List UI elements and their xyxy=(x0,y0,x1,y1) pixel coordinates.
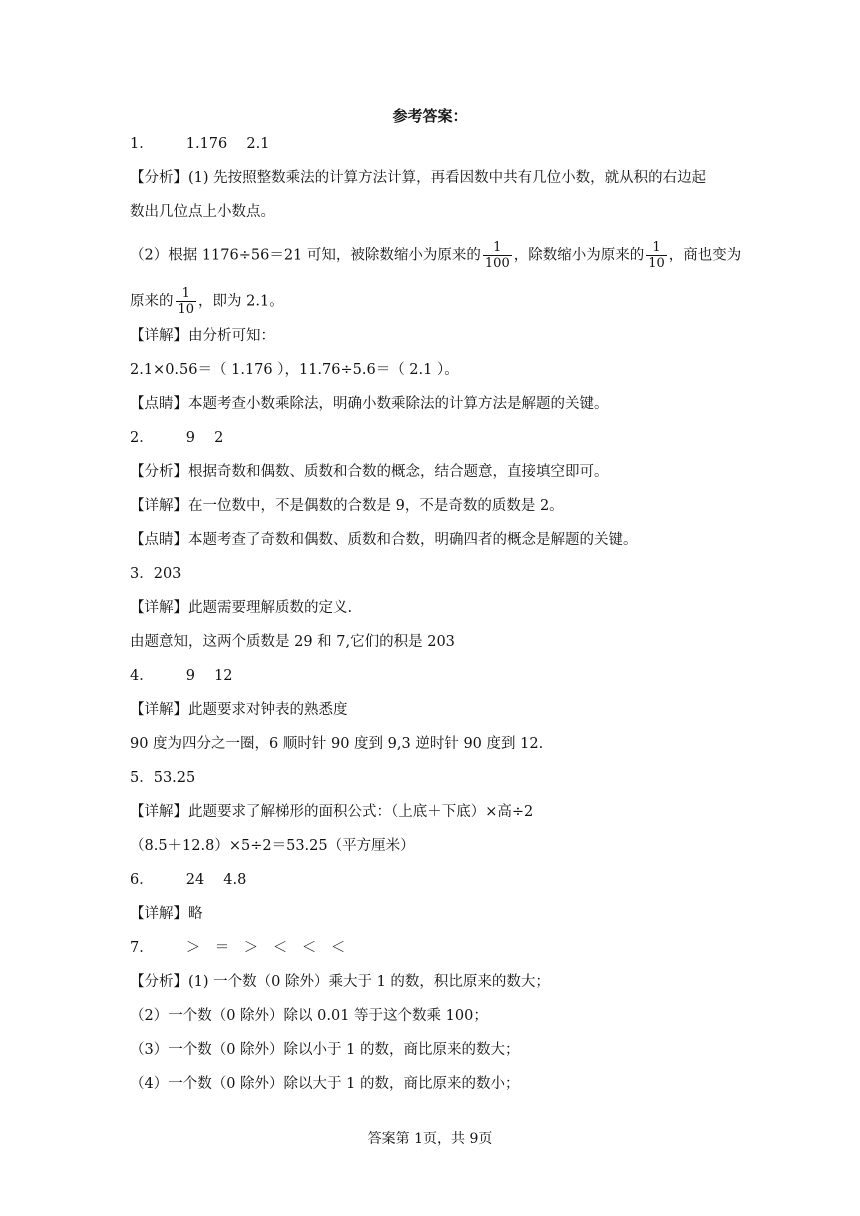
page-title: 参考答案： xyxy=(392,107,468,125)
q3-answer-line xyxy=(130,564,736,584)
q1-comment: 【点睛】本题考查小数乘除法，明确小数乘除法的计算方法是解题的关键。 xyxy=(130,396,609,412)
q5-detail-line: （8.5＋12.8）×5÷2＝53.25（平方厘米） xyxy=(130,838,415,854)
q6-answer: 24 4.8 xyxy=(185,872,247,888)
q7-answer: ＞ ＝ ＞ ＜ ＜ ＜ xyxy=(185,940,346,956)
q1-analysis-2-post: ，商也变为 xyxy=(668,247,742,264)
q6-number: 6． xyxy=(130,872,154,888)
q4-answer: 9 12 xyxy=(185,668,233,684)
q5-number: 5． xyxy=(130,770,154,786)
q7-analysis-3: （3）一个数（0 除外）除以小于 1 的数，商比原来的数大； xyxy=(130,1042,520,1058)
q4-detail-line: 90 度为四分之一圈，6 顺时针 90 度到 9,3 逆时针 90 度到 12. xyxy=(130,736,544,752)
q1-analysis-1b: 数出几位点上小数点。 xyxy=(130,204,275,220)
q1-number: 1． xyxy=(130,136,154,152)
q1-analysis-3-post: ，即为 2.1。 xyxy=(198,293,284,310)
q3-detail-line: 由题意知，这两个质数是 29 和 7,它们的积是 203 xyxy=(130,634,455,650)
q1-analysis-3-pre: 原来的 xyxy=(130,293,174,310)
q7-analysis-2: （2）一个数（0 除外）除以 0.01 等于这个数乘 100； xyxy=(130,1008,488,1024)
q7-analysis-4: （4）一个数（0 除外）除以大于 1 的数，商比原来的数小； xyxy=(130,1076,520,1092)
fraction-one-hundredth: $\frac{1}{100}$ xyxy=(484,240,510,271)
q7-analysis-1: 【分析】(1) 一个数（0 除外）乘大于 1 的数，积比原来的数大； xyxy=(130,974,550,990)
q1-detail: 【详解】由分析可知： xyxy=(130,328,275,344)
q2-comment: 【点睛】本题考查了奇数和偶数、质数和合数，明确四者的概念是解题的关键。 xyxy=(130,532,638,548)
q2-detail: 【详解】在一位数中，不是偶数的合数是 9，不是奇数的质数是 2。 xyxy=(130,498,564,514)
q4-answer-line xyxy=(130,666,736,686)
q7-number: 7． xyxy=(130,940,154,956)
q2-number: 2． xyxy=(130,430,154,446)
q5-answer-line xyxy=(130,768,736,788)
fraction-one-tenth: $\frac{1}{10}$ xyxy=(648,240,665,271)
q2-answer-line xyxy=(130,428,736,448)
page-footer: 答案第 1页，共 9页 xyxy=(367,1131,493,1147)
q6-answer-line xyxy=(130,870,736,890)
q5-detail: 【详解】此题要求了解梯形的面积公式：（上底＋下底）×高÷2 xyxy=(130,804,534,820)
q1-analysis-2-mid: ，除数缩小为原来的 xyxy=(513,247,645,264)
q1-analysis-1a: 【分析】(1) 先按照整数乘法的计算方法计算，再看因数中共有几位小数，就从积的右边起 xyxy=(130,170,707,186)
q2-analysis: 【分析】根据奇数和偶数、质数和合数的概念，结合题意，直接填空即可。 xyxy=(130,464,609,480)
q5-answer: 53.25 xyxy=(153,770,196,786)
q3-detail: 【详解】此题需要理解质数的定义. xyxy=(130,600,353,616)
q4-detail: 【详解】此题要求对钟表的熟悉度 xyxy=(130,702,348,718)
q3-number: 3． xyxy=(130,566,154,582)
q6-detail: 【详解】略 xyxy=(130,906,203,922)
q4-number: 4． xyxy=(130,668,154,684)
q1-analysis-3 xyxy=(130,286,736,317)
q7-answer-line xyxy=(130,938,736,958)
q1-answer: 1.176 2.1 xyxy=(185,136,270,152)
q1-detail-line: 2.1×0.56＝（ 1.176 ），11.76÷5.6＝（ 2.1 ）。 xyxy=(130,362,459,378)
q3-answer: 203 xyxy=(153,566,182,582)
fraction-one-tenth-2: $\frac{1}{10}$ xyxy=(177,286,195,317)
q2-answer: 9 2 xyxy=(185,430,224,446)
q1-answer-line xyxy=(130,134,736,154)
q1-analysis-2 xyxy=(130,240,742,271)
q1-analysis-2-pre: （2）根据 1176÷56＝21 可知，被除数缩小为原来的 xyxy=(130,247,481,264)
